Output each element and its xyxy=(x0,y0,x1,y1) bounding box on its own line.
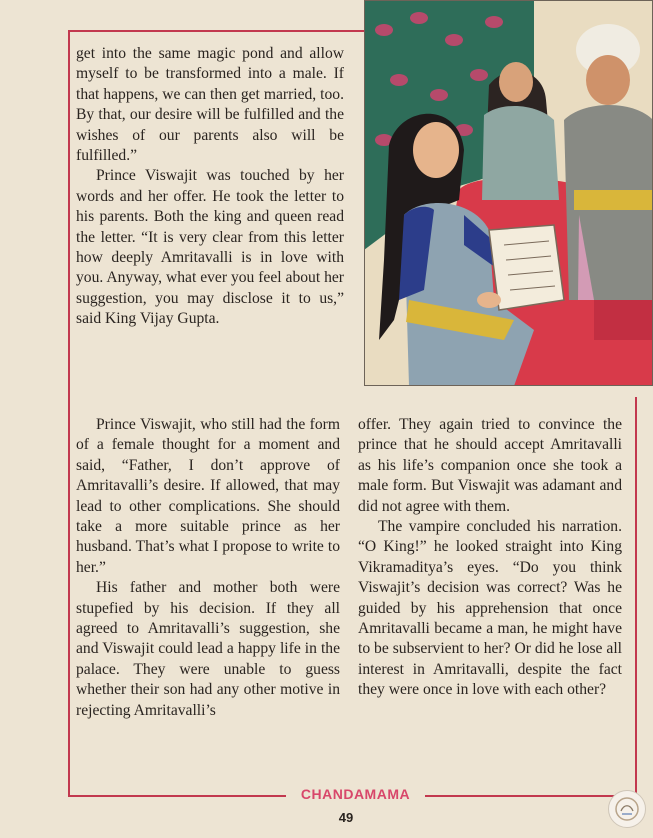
border-right-rule xyxy=(635,397,637,797)
story-paragraph: The vampire concluded his narration. “O King!” he looked straight into King Vikramaditya’s eyes. “Do you think Viswajit’s decision was correct? Was he guided by his apprehension that once Amritavalli became a man, he might have to be subservient to her? Or did he lose all interest in Amritavalli, despite the fact they were once in love with each other? xyxy=(358,518,622,699)
story-paragraph: get into the same magic pond and allow myself to be transformed into a male. If that happens, we can then get married, too. By that, our desire will be fulfilled and the wishes of our parents also will be fulfilled.” xyxy=(76,45,344,165)
border-left-rule xyxy=(68,30,70,796)
stamp-emblem-icon xyxy=(614,796,640,822)
page-number: 49 xyxy=(338,810,354,825)
illustration-woman-reading-letter-icon xyxy=(364,0,653,386)
story-paragraph: Prince Viswajit, who still had the form of a female thought for a moment and said, “Father, I don’t approve of Amritavalli’s desire. If allowed, that may lead to other complications. She should take a more suitable prince as her husband. That’s what I propose to write to her.” xyxy=(76,416,340,576)
story-column-left xyxy=(76,415,340,721)
story-paragraph: offer. They again tried to convince the prince that he should accept Amritavalli as his life’s companion once she took a male form. But Viswajit was adamant and did not agree with them. xyxy=(358,416,622,515)
border-top-rule xyxy=(68,30,364,32)
border-bottom-right-rule xyxy=(425,795,637,797)
story-column-right xyxy=(358,415,622,701)
border-bottom-left-rule xyxy=(68,795,286,797)
story-paragraph: Prince Viswajit was touched by her words and her offer. He took the letter to his parents. Both the king and queen read the letter. “It is very clear from this letter how deeply Amritavalli is in love with you. Anyway, what ever you feel about her suggestion, you may disclose it to us,” said King Vijay Gupta. xyxy=(76,167,344,328)
story-column-top xyxy=(76,44,344,330)
magazine-title: CHANDAMAMA xyxy=(300,786,411,802)
library-stamp-icon xyxy=(608,790,646,828)
story-paragraph: His father and mother both were stupefied by his decision. If they all agreed to Amritavalli’s suggestion, she and Viswajit could lead a happy life in the palace. They were unable to guess whether their son had any other motive in rejecting Amritavalli’s xyxy=(76,579,340,719)
story-illustration xyxy=(364,0,653,386)
